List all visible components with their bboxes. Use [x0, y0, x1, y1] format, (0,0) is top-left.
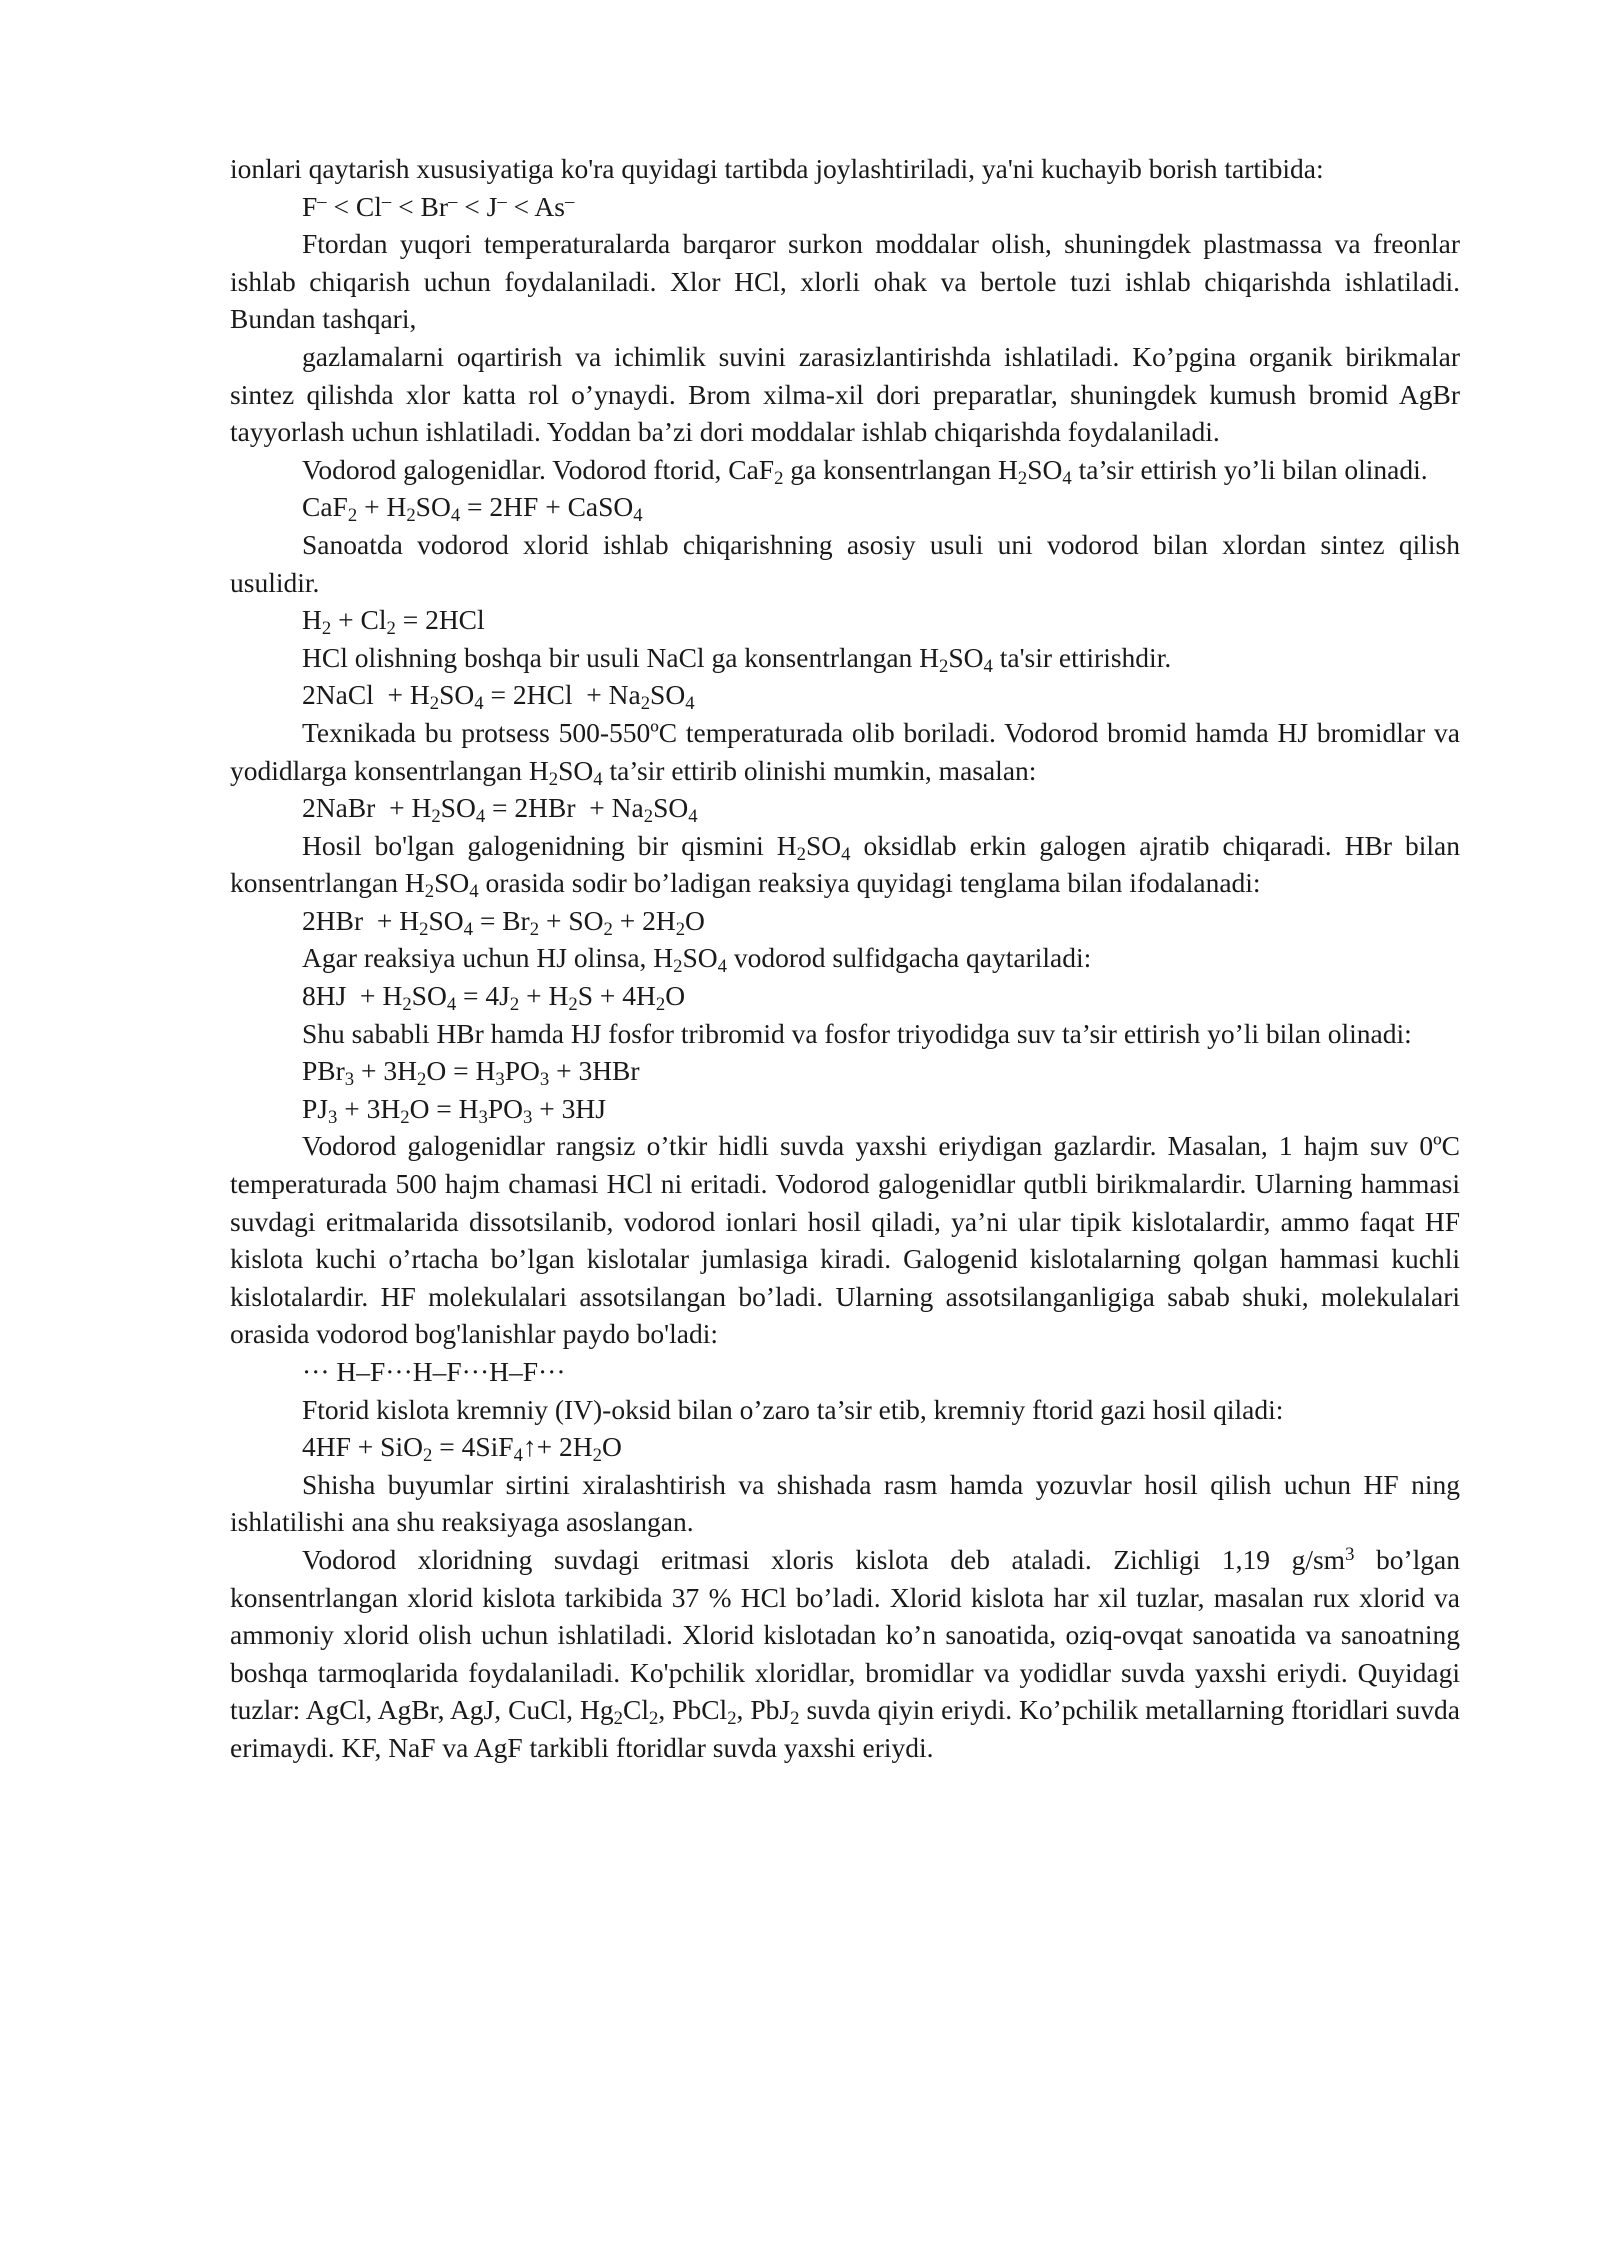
- text-paragraph: gazlamalarni oqartirish va ichimlik suvini zarasizlantirishda ishlatiladi. Ko’pgina organik birikmalar sintez qilishda xlor katta rol o’ynaydi. Brom xilma-xil dori preparatlar, shuningdek kumush bromid AgBr tayyorlash uchun ishlatiladi. Yoddan ba’zi dori moddalar ishlab chiqarishda foydalaniladi.: [230, 340, 1460, 448]
- equation-line: F– < Cl– < Br– < J– < As–: [302, 190, 575, 222]
- equation-line: 2NaBr + $H_2SO_4 = 2HBr + Na_2SO_4$: [302, 792, 698, 828]
- equation-line: $8HJ + H_2SO_4 = 4J_2 + H_2S + 4H_2O$: [302, 980, 686, 1016]
- equation-line: 4HF + SiO$_2$ = 4SiF$_4$↑+ $2H_2O$: [302, 1431, 622, 1467]
- text-paragraph: Sanoatda vodorod xlorid ishlab chiqarishning asosiy usuli uni vodorod bilan xlordan sintez qilish usulidir.: [230, 528, 1460, 598]
- equation-line: 2NaCl + $H_2SO_4 = 2HCl + Na_2SO_4$: [302, 679, 695, 715]
- equation-line: $2HBr + H_2SO_4 = Br_2 + SO_2 + 2H_2O$: [302, 904, 705, 941]
- text-paragraph: Hosil bo'lgan galogenidning bir qismini $H_2SO_4$ oksidlab erkin galogen ajratib chiqaradi. HBr bilan konsentrlangan $H_2SO_4$ orasida sodir bo’ladigan reaksiya quyidagi tenglama bilan ifodalanadi:: [230, 829, 1461, 903]
- equation-line: $H_2 + Cl_2 = 2HCl$: [302, 604, 485, 640]
- equation-line: $CaF_2 + H_2SO_4 = 2HF$ + CaSO$_4$: [302, 491, 643, 527]
- text-paragraph: Texnikada bu protsess 500-550ºC temperaturada olib boriladi. Vodorod bromid hamda HJ bromidlar va yodidlarga konsentrlangan $H_2SO_4$ ta’sir ettirib olinishi mumkin, masalan:: [230, 716, 1460, 790]
- text-paragraph: ionlari qaytarish xususiyatiga ko'ra quyidagi tartibda joylashtiriladi, ya'ni kuchayib borish tartibida:: [230, 153, 1324, 184]
- text-paragraph: Vodorod galogenidlar. Vodorod ftorid, CaF$_2$ ga konsentrlangan $H_2SO_4$ ta’sir ettirish yo’li bilan olinadi.: [302, 453, 1428, 489]
- text-paragraph: Vodorod xloridning suvdagi eritmasi xloris kislota deb ataladi. Zichligi 1,19 $g/sm^3$ bo’lgan konsentrlangan xlorid kislota tarkibida 37 % HCl bo’ladi. Xlorid kislota har xil tuzlar, masalan rux xlorid va ammoniy xlorid olish uchun ishlatiladi. Xlorid kislotadan ko’n sanoatida, oziq-ovqat sanoatida va sanoatning boshqa tarmoqlarida foydalaniladi. Ko'pchilik xloridlar, bromidlar va yodidlar suvda yaxshi eriydi. Quyidagi tuzlar: AgCl, AgBr, AgJ, CuCl, $Hg_2Cl_2$, PbCl$_2$, PbJ$_2$ suvda qiyin eriydi. Ko’pchilik metallarning ftoridlari suvda erimaydi. KF, NaF va AgF tarkibli ftoridlar suvda yaxshi eriydi.: [230, 1543, 1460, 1763]
- document-page: [230, 150, 1460, 1767]
- text-paragraph: Vodorod galogenidlar rangsiz o’tkir hidli suvda yaxshi eriydigan gazlardir. Masalan, 1 hajm suv 0ºC temperaturada 500 hajm chamasi HCl ni eritadi. Vodorod galogenidlar qutbli birikmalardir. Ularning hammasi suvdagi eritmalarida dissotsilanib, vodorod ionlari hosil qiladi, ya’ni ular tipik kislotalardir, ammo faqat HF kislota kuchi o’rtacha bo’lgan kislotalar jumlasiga kiradi. Galogenid kislotalarning qolgan hammasi kuchli kislotalardir. HF molekulalari assotsilangan bo’ladi. Ularning assotsilanganligiga sabab shuki, molekulalari orasida vodorod bog'lanishlar paydo bo'ladi:: [230, 1130, 1460, 1350]
- text-paragraph: Ftorid kislota kremniy (IV)-oksid bilan o’zaro ta’sir etib, kremniy ftorid gazi hosil qiladi:: [302, 1393, 1284, 1425]
- equation-line: ··· H–F···H–F···H–F···: [302, 1356, 566, 1387]
- equation-line: $PJ_3 + 3H_2O = H_3PO_3 + 3HJ$: [302, 1092, 606, 1129]
- text-paragraph: Ftordan yuqori temperaturalarda barqaror surkon moddalar olish, shuningdek plastmassa va freonlar ishlab chiqarish uchun foydalaniladi. Xlor HCl, xlorli ohak va bertole tuzi ishlab chiqarishda ishlatiladi. Bundan tashqari,: [230, 228, 1460, 335]
- equation-line: $PBr_3 + 3H_2O = H_3PO_3 + 3HBr$: [302, 1055, 640, 1091]
- text-paragraph: Agar reaksiya uchun HJ olinsa, $H_2SO_4$ vodorod sulfidgacha qaytariladi:: [302, 942, 1092, 978]
- text-paragraph: Shisha buyumlar sirtini xiralashtirish va shishada rasm hamda yozuvlar hosil qilish uchun HF ning ishlatilishi ana shu reaksiyaga asoslangan.: [230, 1468, 1460, 1538]
- text-paragraph: Shu sababli HBr hamda HJ fosfor tribromid va fosfor triyodidga suv ta’sir ettirish yo’li bilan olinadi:: [302, 1017, 1412, 1049]
- text-paragraph: HCl olishning boshqa bir usuli NaCl ga konsentrlangan $H_2SO_4$ ta'sir ettirishdir.: [302, 641, 1172, 677]
